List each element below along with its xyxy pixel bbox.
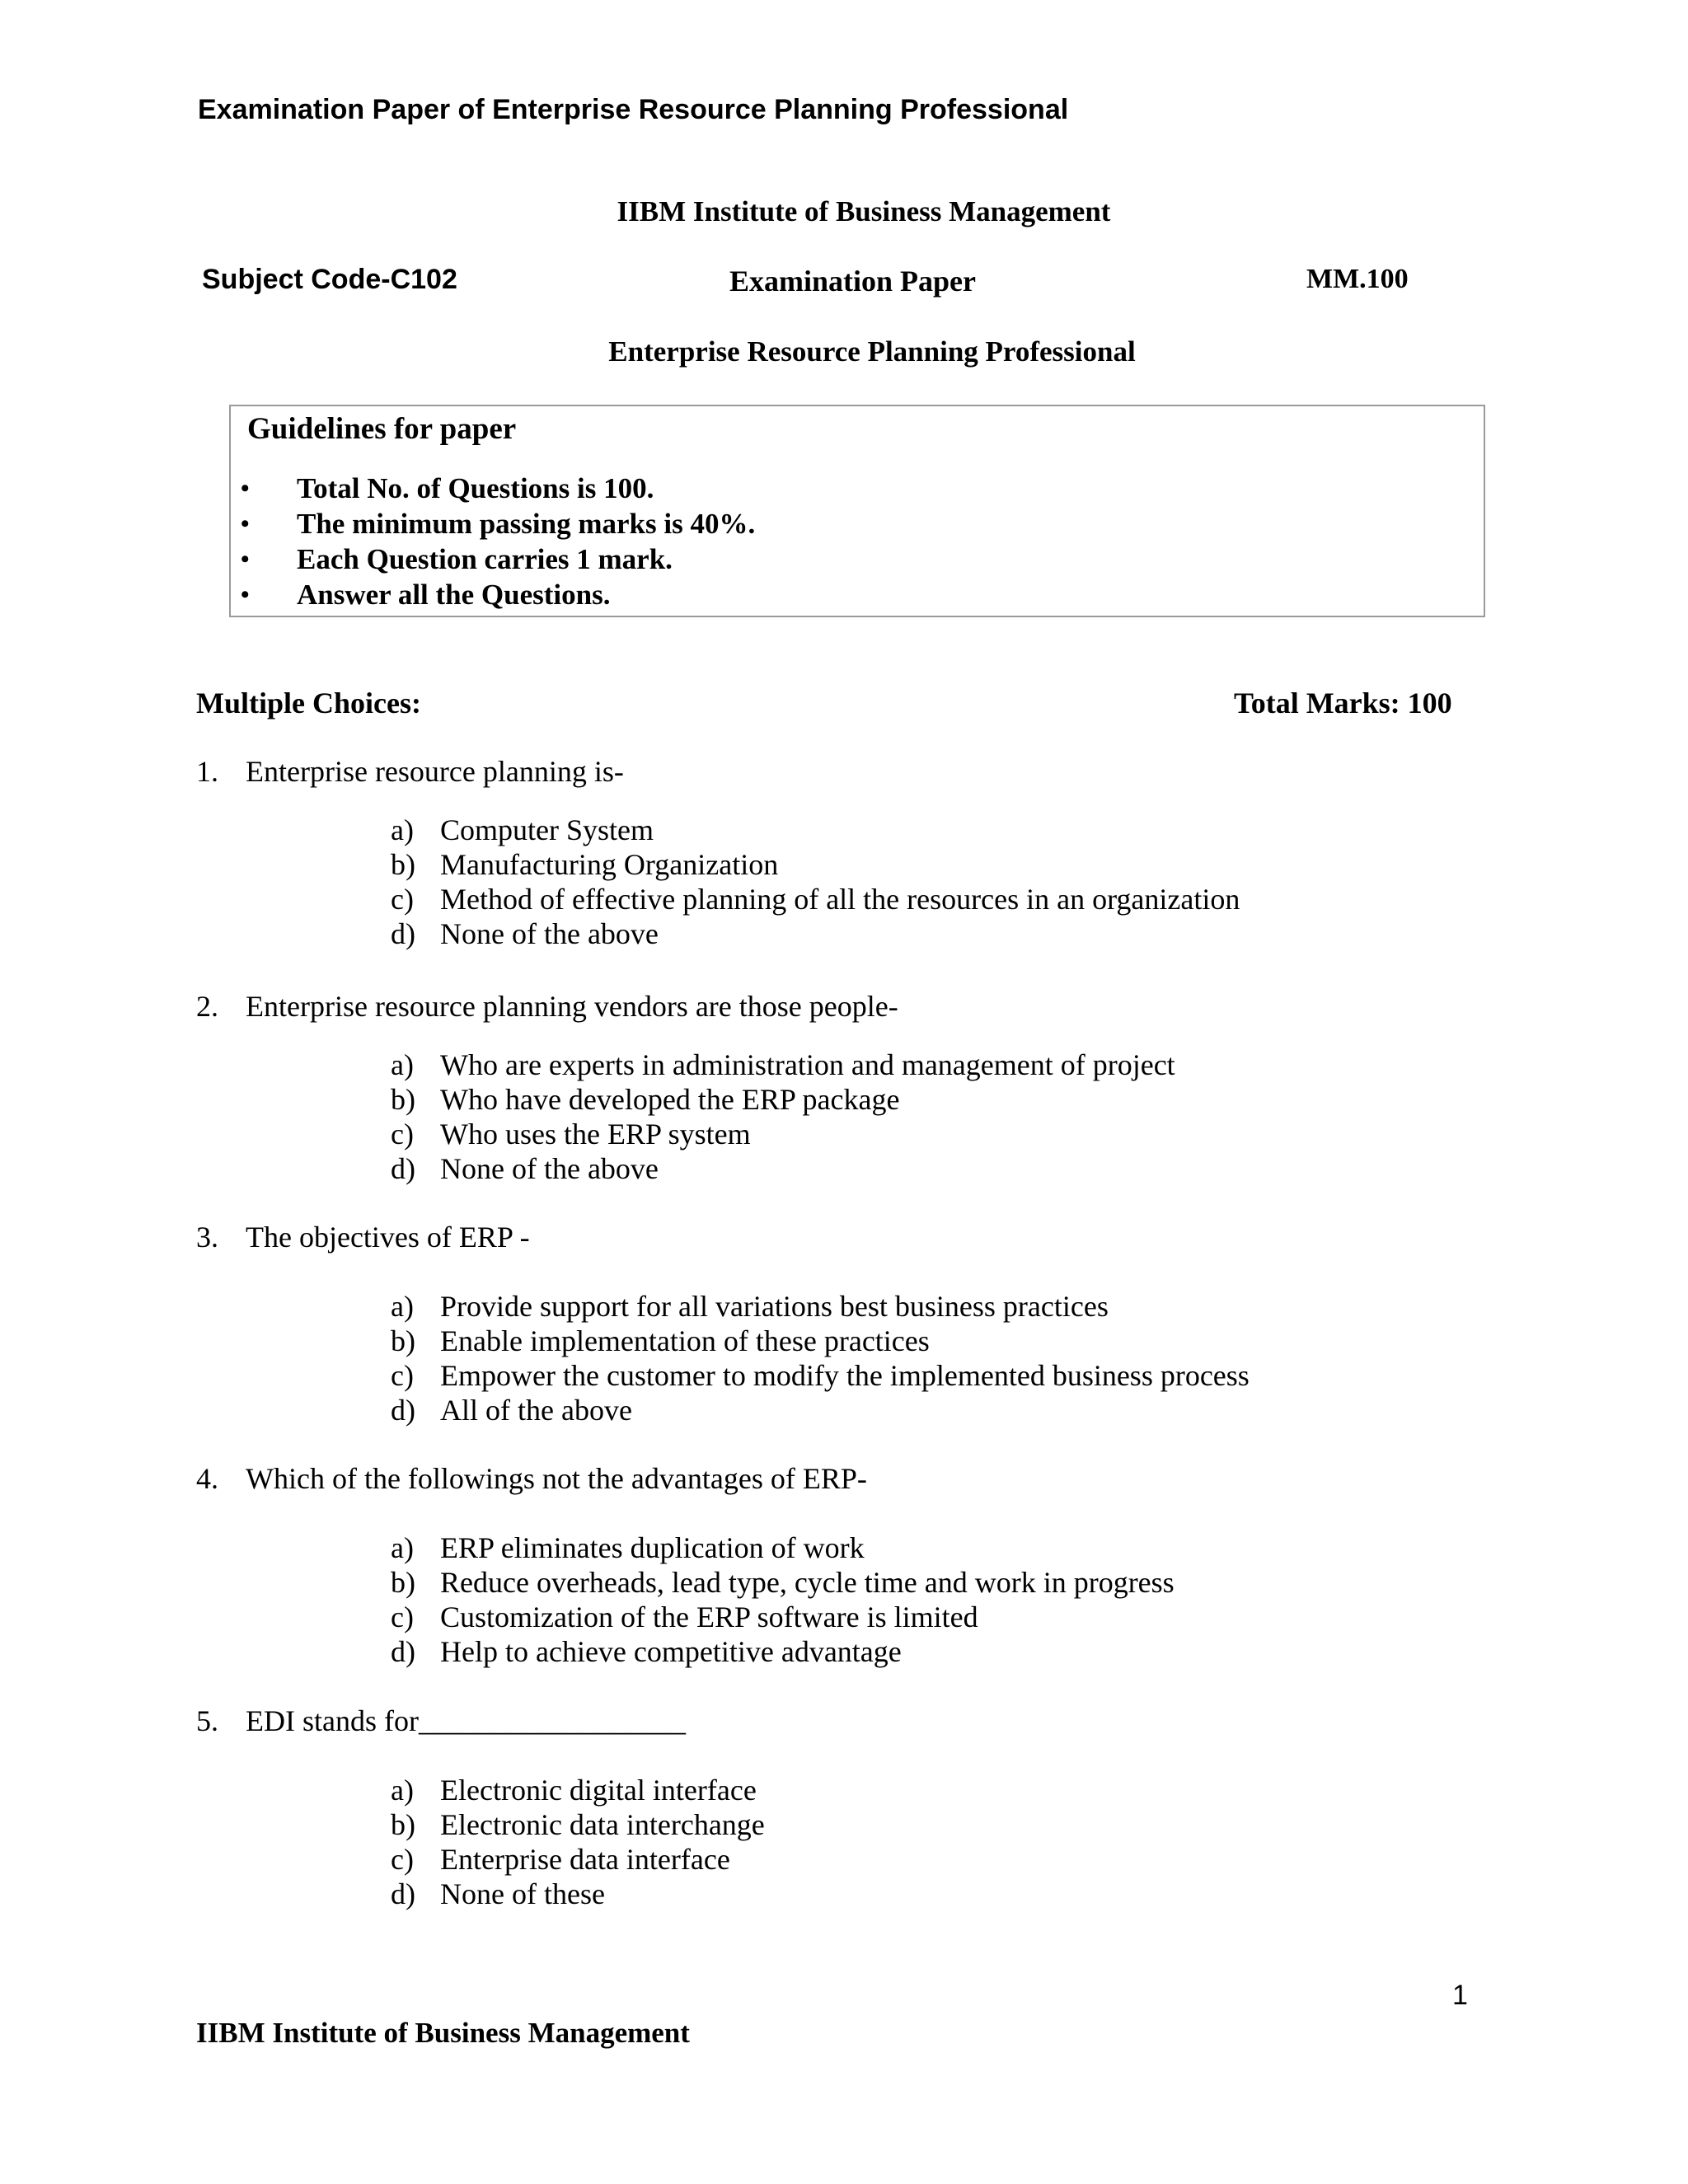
question-number: 2. <box>196 990 218 1023</box>
guidelines-box <box>229 405 1485 617</box>
total-marks: Total Marks: 100 <box>1234 687 1452 719</box>
guideline-item: • Each Question carries 1 mark. <box>241 543 673 575</box>
question-text: Enterprise resource planning is- <box>246 755 624 788</box>
course-title: Enterprise Resource Planning Professional <box>608 335 1136 368</box>
document-header-title: Examination Paper of Enterprise Resource Planning Professional <box>198 94 1069 125</box>
footer-institute: IIBM Institute of Business Management <box>196 2017 690 2049</box>
question-text: The objectives of ERP - <box>246 1221 530 1254</box>
guidelines-list <box>241 471 755 612</box>
question-text: EDI stands for__________________ <box>246 1704 686 1737</box>
bullet-icon: • <box>241 546 250 573</box>
guideline-item: • The minimum passing marks is 40%. <box>241 508 756 540</box>
question-number: 1. <box>196 755 218 788</box>
institute-title: IIBM Institute of Business Management <box>617 195 1111 227</box>
bullet-icon: • <box>241 581 250 608</box>
guidelines-title: Guidelines for paper <box>247 412 517 446</box>
bullet-icon: • <box>241 510 250 537</box>
guideline-item: • Answer all the Questions. <box>241 579 611 611</box>
section-heading: Multiple Choices: <box>196 687 421 719</box>
paper-type: Examination Paper <box>729 265 977 298</box>
bullet-icon: • <box>241 475 250 502</box>
page-number: 1 <box>1452 1980 1468 2011</box>
question-number: 3. <box>196 1221 218 1254</box>
subject-code: Subject Code-C102 <box>202 264 457 295</box>
guideline-item: • Total No. of Questions is 100. <box>241 472 654 504</box>
max-marks: MM.100 <box>1306 264 1409 294</box>
question-number: 4. <box>196 1462 218 1495</box>
question-number: 5. <box>196 1704 218 1737</box>
question-text: Which of the followings not the advantages of ERP- <box>246 1462 867 1495</box>
question-text: Enterprise resource planning vendors are those people- <box>246 990 898 1023</box>
